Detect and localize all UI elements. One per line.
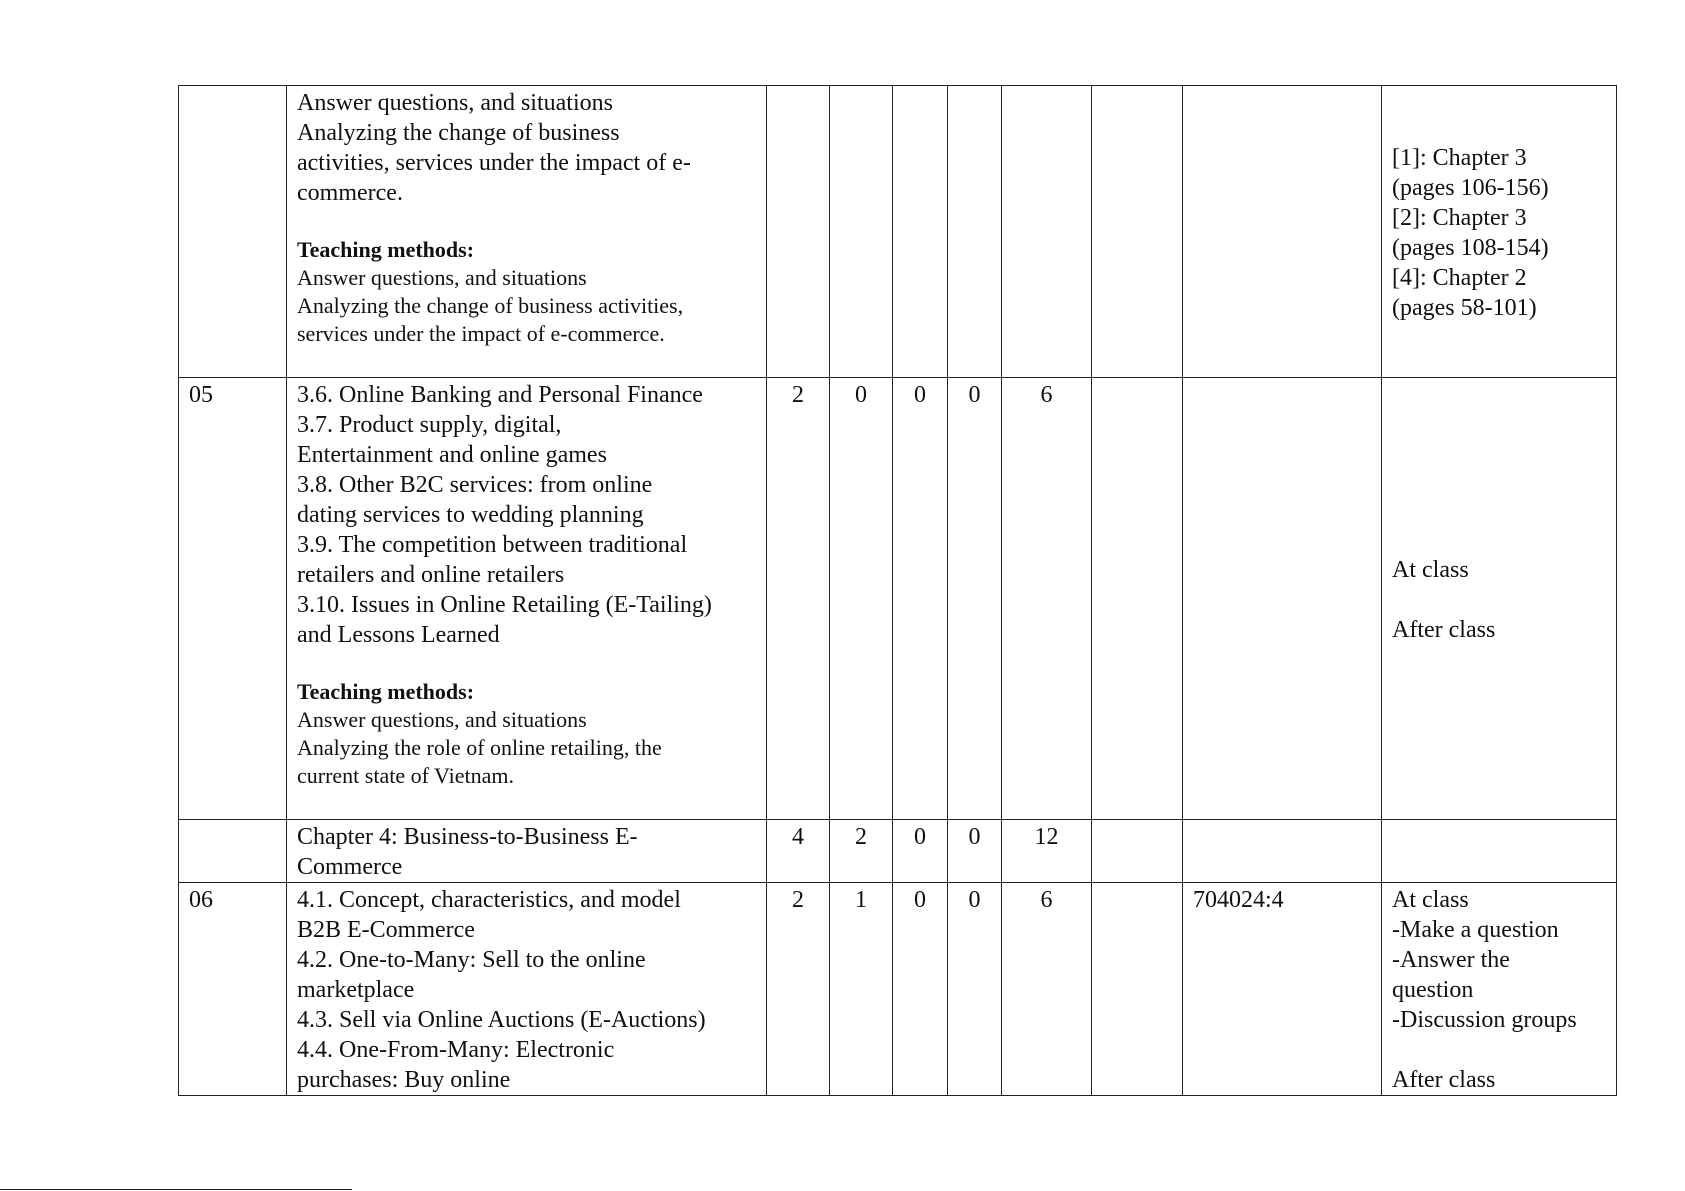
content-line: Commerce xyxy=(297,854,403,880)
hours-cell xyxy=(767,86,830,378)
empty-cell xyxy=(1092,378,1183,820)
content-line: purchases: Buy online xyxy=(297,1067,511,1093)
activity-cell xyxy=(1382,883,1617,1096)
hours-cell xyxy=(948,86,1002,378)
activity-line: After class xyxy=(1392,616,1496,643)
content-line: B2B E-Commerce xyxy=(297,917,475,943)
activity-line: -Answer the xyxy=(1392,947,1510,973)
table-row xyxy=(179,378,1617,820)
table-row xyxy=(179,86,1617,378)
hours-cell: 0 xyxy=(893,378,948,820)
content-line: Chapter 4: Business-to-Business E- xyxy=(297,824,638,850)
empty-cell xyxy=(1092,883,1183,1096)
content-cell xyxy=(287,883,767,1096)
content-line: Answer questions, and situations xyxy=(297,90,613,116)
activity-line: question xyxy=(1392,977,1474,1003)
reference-cell xyxy=(1382,86,1617,378)
self-study-cell: 6 xyxy=(1002,378,1092,820)
reference-line: (pages 108-154) xyxy=(1392,234,1549,261)
content-cell xyxy=(287,86,767,378)
activity-line: At class xyxy=(1392,556,1469,583)
content-line: 4.3. Sell via Online Auctions (E-Auctions) xyxy=(297,1007,706,1033)
hours-cell: 0 xyxy=(948,378,1002,820)
code-cell xyxy=(1183,378,1382,820)
content-line: 4.4. One-From-Many: Electronic xyxy=(297,1037,615,1063)
activity-cell xyxy=(1382,820,1617,883)
hours-cell: 4 xyxy=(767,820,830,883)
content-line: 3.7. Product supply, digital, xyxy=(297,412,562,438)
hours-cell: 2 xyxy=(767,883,830,1096)
method-line: services under the impact of e-commerce. xyxy=(297,321,665,346)
reference-line: (pages 58-101) xyxy=(1392,294,1537,321)
reference-line: [4]: Chapter 2 xyxy=(1392,264,1527,291)
footnote-separator xyxy=(0,1189,352,1190)
content-line: and Lessons Learned xyxy=(297,622,500,648)
hours-cell: 0 xyxy=(893,883,948,1096)
method-line: Answer questions, and situations xyxy=(297,707,587,732)
hours-cell: 0 xyxy=(948,820,1002,883)
hours-cell: 0 xyxy=(830,378,893,820)
teaching-methods-heading: Teaching methods: xyxy=(297,237,475,262)
content-line: Analyzing the change of business xyxy=(297,120,620,146)
activity-line: At class xyxy=(1392,887,1469,913)
content-line: retailers and online retailers xyxy=(297,562,565,588)
syllabus-table xyxy=(178,85,1617,1096)
content-line: Entertainment and online games xyxy=(297,442,607,468)
hours-cell: 0 xyxy=(948,883,1002,1096)
content-line: 3.6. Online Banking and Personal Finance xyxy=(297,382,703,408)
method-line: current state of Vietnam. xyxy=(297,763,514,788)
code-cell xyxy=(1183,86,1382,378)
code-cell xyxy=(1183,820,1382,883)
content-line: activities, services under the impact of e- xyxy=(297,150,691,176)
content-line: dating services to wedding planning xyxy=(297,502,644,528)
empty-cell xyxy=(1092,86,1183,378)
hours-cell: 0 xyxy=(893,820,948,883)
activity-cell xyxy=(1382,378,1617,820)
hours-cell: 2 xyxy=(830,820,893,883)
content-line: commerce. xyxy=(297,180,403,206)
content-line: 3.9. The competition between traditional xyxy=(297,532,688,558)
activity-line: After class xyxy=(1392,1067,1496,1093)
method-line: Analyzing the change of business activities, xyxy=(297,293,684,318)
week-cell xyxy=(179,820,287,883)
content-line: 4.2. One-to-Many: Sell to the online xyxy=(297,947,646,973)
hours-cell: 1 xyxy=(830,883,893,1096)
empty-cell xyxy=(1092,820,1183,883)
content-line: 4.1. Concept, characteristics, and model xyxy=(297,887,681,913)
activity-line: -Discussion groups xyxy=(1392,1007,1577,1033)
method-line: Analyzing the role of online retailing, the xyxy=(297,735,662,760)
activity-line: -Make a question xyxy=(1392,917,1559,943)
content-line: 3.8. Other B2C services: from online xyxy=(297,472,653,498)
content-line: 3.10. Issues in Online Retailing (E-Tailing) xyxy=(297,592,712,618)
self-study-cell xyxy=(1002,86,1092,378)
hours-cell xyxy=(830,86,893,378)
code-cell: 704024:4 xyxy=(1183,883,1382,1096)
week-cell: 05 xyxy=(179,378,287,820)
reference-line: [2]: Chapter 3 xyxy=(1392,204,1527,231)
content-cell xyxy=(287,378,767,820)
table-row xyxy=(179,883,1617,1096)
reference-line: [1]: Chapter 3 xyxy=(1392,144,1527,171)
table-row xyxy=(179,820,1617,883)
self-study-cell: 6 xyxy=(1002,883,1092,1096)
content-line: marketplace xyxy=(297,977,415,1003)
method-line: Answer questions, and situations xyxy=(297,265,587,290)
content-cell xyxy=(287,820,767,883)
hours-cell xyxy=(893,86,948,378)
hours-cell: 2 xyxy=(767,378,830,820)
teaching-methods-heading: Teaching methods: xyxy=(297,679,475,704)
week-cell xyxy=(179,86,287,378)
week-cell: 06 xyxy=(179,883,287,1096)
reference-line: (pages 106-156) xyxy=(1392,174,1549,201)
self-study-cell: 12 xyxy=(1002,820,1092,883)
